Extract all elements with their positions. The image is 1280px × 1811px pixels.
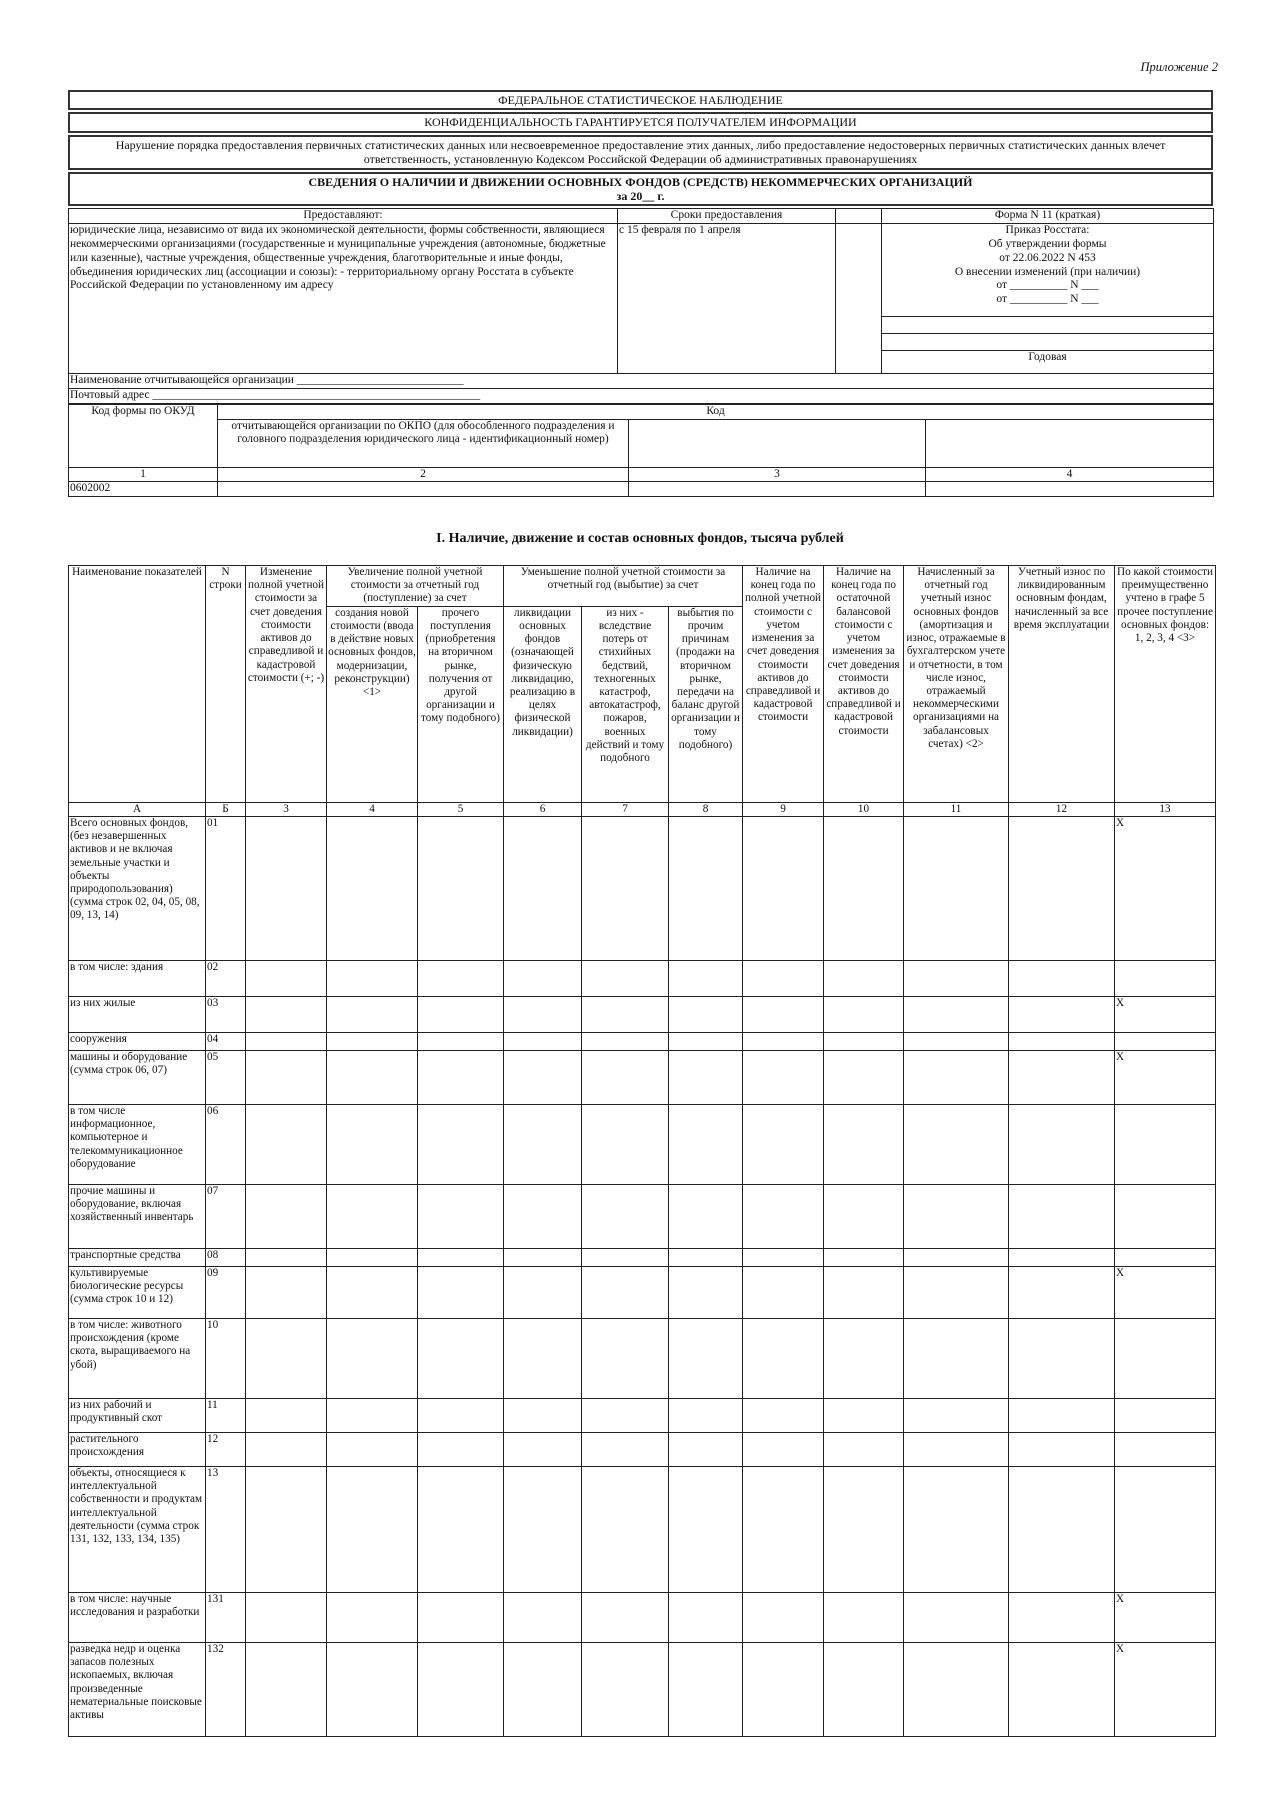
col-13-cell[interactable] [1115,1398,1216,1432]
value-cell-col-10[interactable] [824,1266,904,1318]
value-cell-col-8[interactable] [669,1592,743,1642]
col-header-decrease: Уменьшение полной учетной стоимости за отчетный год (выбытие) за счет [504,566,743,607]
table-row [69,1592,1216,1642]
column-number: 12 [1009,802,1115,816]
value-cell-col-9[interactable] [743,996,824,1032]
value-cell-col-12[interactable] [1009,1266,1115,1318]
value-cell-col-4[interactable] [327,1432,418,1466]
value-cell-col-5[interactable] [418,1050,504,1104]
value-cell-col-3[interactable] [246,1248,327,1266]
row-code: 10 [206,1318,246,1398]
value-cell-col-3[interactable] [246,960,327,996]
okpo-value[interactable] [218,482,629,497]
col-header-5: прочего поступления (приобретения на вторичном рынке, получения от другой организации и тому подобного) [418,606,504,802]
value-cell-col-5[interactable] [418,1592,504,1642]
col-header-11: Начисленный за отчетный год учетный износ основных фондов (амортизация и износ, отражаемые в бухгалтерском учете и отчетности, в том числе износ, отражаемый некоммерческими организациями на забалансовых счетах) <2> [904,566,1009,803]
value-cell-col-9[interactable] [743,1050,824,1104]
col-13-cell[interactable] [1115,1104,1216,1184]
value-cell-col-12[interactable] [1009,816,1115,960]
col-13-cell[interactable] [1115,1032,1216,1050]
value-cell-col-11[interactable] [904,1642,1009,1736]
appendix-label: Приложение 2 [1140,60,1218,74]
column-number: 5 [418,802,504,816]
row-label: из них жилые [69,996,206,1032]
value-cell-col-10[interactable] [824,1642,904,1736]
row-label: в том числе: здания [69,960,206,996]
col-header-row-n: N строки [206,566,246,803]
value-cell-col-7[interactable] [582,1032,669,1050]
value-cell-col-6[interactable] [504,1248,582,1266]
table-row [69,816,1216,960]
value-cell-col-3[interactable] [246,1642,327,1736]
value-cell-col-10[interactable] [824,1592,904,1642]
row-label: прочие машины и оборудование, включая хозяйственный инвентарь [69,1184,206,1248]
column-number: 8 [669,802,743,816]
row-code: 12 [206,1432,246,1466]
value-cell-col-4[interactable] [327,1104,418,1184]
col-header-10: Наличие на конец года по остаточной балансовой стоимости с учетом изменения за счет доведения стоимости активов до справедливой и кадастровой стоимости [824,566,904,803]
form-header [68,90,1213,497]
table-row [69,1050,1216,1104]
value-cell-col-9[interactable] [743,1398,824,1432]
org-name-field[interactable]: Наименование отчитывающейся организации _____________________________ [69,374,1214,389]
row-label: транспортные средства [69,1248,206,1266]
value-cell-col-9[interactable] [743,1248,824,1266]
periodicity: Годовая [1028,351,1067,364]
col-header-4: создания новой стоимости (ввода в действие новых основных фондов, модернизации, реконструкции) <1> [327,606,418,802]
value-cell-col-4[interactable] [327,1266,418,1318]
value-cell-col-10[interactable] [824,1050,904,1104]
col-header-increase: Увеличение полной учетной стоимости за отчетный год (поступление) за счет [327,566,504,607]
value-cell-col-4[interactable] [327,1050,418,1104]
terms-header: Сроки предоставления [618,209,836,224]
row-label: сооружения [69,1032,206,1050]
value-cell-col-8[interactable] [669,1318,743,1398]
value-cell-col-11[interactable] [904,1032,1009,1050]
code-cell-4[interactable] [926,419,1214,467]
table-row [69,1248,1216,1266]
row-code: 03 [206,996,246,1032]
value-cell-col-4[interactable] [327,960,418,996]
col-13-cell: X [1115,1050,1216,1104]
value-cell-col-6[interactable] [504,1104,582,1184]
col-13-cell: X [1115,816,1216,960]
value-cell-col-3[interactable] [246,1184,327,1248]
value-cell-col-7[interactable] [582,1592,669,1642]
value-cell-col-4[interactable] [327,1642,418,1736]
row-label: машины и оборудование (сумма строк 06, 07) [69,1050,206,1104]
column-number: 11 [904,802,1009,816]
code-value-3[interactable] [629,482,926,497]
row-label: в том числе: научные исследования и разработки [69,1592,206,1642]
value-cell-col-5[interactable] [418,1318,504,1398]
value-cell-col-5[interactable] [418,996,504,1032]
value-cell-col-12[interactable] [1009,1032,1115,1050]
value-cell-col-6[interactable] [504,1398,582,1432]
section-title: I. Наличие, движение и состав основных фондов, тысяча рублей [436,531,844,546]
col-13-cell[interactable] [1115,1432,1216,1466]
col-header-name: Наименование показателей [69,566,206,803]
value-cell-col-6[interactable] [504,996,582,1032]
value-cell-col-8[interactable] [669,1248,743,1266]
order-line: от __________ N ___ [996,279,1099,292]
form-year: за 20__ г. [616,188,665,203]
value-cell-col-7[interactable] [582,1266,669,1318]
value-cell-col-8[interactable] [669,960,743,996]
value-cell-col-11[interactable] [904,1266,1009,1318]
value-cell-col-11[interactable] [904,1248,1009,1266]
value-cell-col-9[interactable] [743,1592,824,1642]
form-number: Форма N 11 (краткая) [882,209,1214,224]
col-header-9: Наличие на конец года по полной учетной стоимости с учетом изменения за счет доведения стоимости активов до справедливой и кадастровой стоимости [743,566,824,803]
value-cell-col-6[interactable] [504,1592,582,1642]
value-cell-col-6[interactable] [504,1184,582,1248]
col-13-cell[interactable] [1115,1184,1216,1248]
code-col-number: 2 [218,467,629,482]
value-cell-col-5[interactable] [418,1184,504,1248]
row-code: 04 [206,1032,246,1050]
value-cell-col-8[interactable] [669,1184,743,1248]
value-cell-col-4[interactable] [327,816,418,960]
value-cell-col-5[interactable] [418,1432,504,1466]
code-cell-3[interactable] [629,419,926,467]
value-cell-col-8[interactable] [669,1050,743,1104]
value-cell-col-12[interactable] [1009,1104,1115,1184]
header-line-2: КОНФИДЕНЦИАЛЬНОСТЬ ГАРАНТИРУЕТСЯ ПОЛУЧАТЕЛЕМ ИНФОРМАЦИИ [68,112,1213,132]
value-cell-col-8[interactable] [669,1398,743,1432]
col-header-7: из них - вследствие потерь от стихийных бедствий, техногенных катастроф, автокатастроф, пожаров, военных действий и тому подобного [582,606,669,802]
col-13-cell[interactable] [1115,1318,1216,1398]
value-cell-col-11[interactable] [904,1318,1009,1398]
row-label: в том числе: животного происхождения (кроме скота, выращиваемого на убой) [69,1318,206,1398]
table-row [69,1104,1216,1184]
table-row [69,1032,1216,1050]
value-cell-col-9[interactable] [743,1032,824,1050]
table-row [69,1318,1216,1398]
value-cell-col-3[interactable] [246,1032,327,1050]
header-line-1: ФЕДЕРАЛЬНОЕ СТАТИСТИЧЕСКОЕ НАБЛЮДЕНИЕ [68,90,1213,110]
col-header-8: выбытия по прочим причинам (продажи на вторичном рынке, передачи на баланс другой организации и тому подобного) [669,606,743,802]
value-cell-col-8[interactable] [669,1104,743,1184]
col-13-cell: X [1115,1642,1216,1736]
column-number: А [69,802,206,816]
row-code: 131 [206,1592,246,1642]
value-cell-col-6[interactable] [504,1318,582,1398]
provider-table [68,208,1214,403]
value-cell-col-10[interactable] [824,1184,904,1248]
table-row [69,996,1216,1032]
value-cell-col-5[interactable] [418,960,504,996]
value-cell-col-7[interactable] [582,1318,669,1398]
row-code: 11 [206,1398,246,1432]
row-label: объекты, относящиеся к интеллектуальной собственности и продуктам интеллектуальной деятельности (сумма строк 131, 132, 133, 134, 135) [69,1466,206,1592]
value-cell-col-4[interactable] [327,996,418,1032]
okud-value: 0602002 [69,482,218,497]
code-col-number: 3 [629,467,926,482]
col-13-cell[interactable] [1115,1248,1216,1266]
row-code: 02 [206,960,246,996]
spacer-cell [836,209,882,224]
value-cell-col-3[interactable] [246,996,327,1032]
value-cell-col-10[interactable] [824,996,904,1032]
value-cell-col-3[interactable] [246,1432,327,1466]
value-cell-col-7[interactable] [582,1432,669,1466]
value-cell-col-3[interactable] [246,1050,327,1104]
order-line: О внесении изменений (при наличии) [954,265,1141,278]
col-header-6: ликвидации основных фондов (означающей физическую ликвидацию, реализацию в целях физической ликвидации) [504,606,582,802]
value-cell-col-5[interactable] [418,1248,504,1266]
okud-label: Код формы по ОКУД [69,404,218,467]
value-cell-col-10[interactable] [824,1104,904,1184]
order-line: от 22.06.2022 N 453 [999,251,1096,264]
value-cell-col-10[interactable] [824,1032,904,1050]
value-cell-col-10[interactable] [824,960,904,996]
code-col-number: 1 [69,467,218,482]
table-row [69,960,1216,996]
value-cell-col-5[interactable] [418,1642,504,1736]
value-cell-col-10[interactable] [824,1318,904,1398]
row-label: в том числе информационное, компьютерное и телекоммуникационное оборудование [69,1104,206,1184]
order-line: от __________ N ___ [996,293,1099,306]
value-cell-col-11[interactable] [904,1184,1009,1248]
col-header-13: По какой стоимости преимущественно учтено в графе 5 прочее поступление основных фондов: 1, 2, 3, 4 <3> [1115,566,1216,803]
table-row [69,1266,1216,1318]
column-number: Б [206,802,246,816]
value-cell-col-12[interactable] [1009,1050,1115,1104]
row-label: растительного происхождения [69,1432,206,1466]
value-cell-col-9[interactable] [743,1642,824,1736]
value-cell-col-5[interactable] [418,1466,504,1592]
value-cell-col-12[interactable] [1009,1184,1115,1248]
value-cell-col-3[interactable] [246,1398,327,1432]
header-warning: Нарушение порядка предоставления первичных статистических данных или несвоевременное предоставление этих данных, либо предоставление недостоверных первичных статистических данных влечет ответственность, установленную Кодексом Российской Федерации об административных правонарушениях [68,135,1213,170]
row-code: 08 [206,1248,246,1266]
form-title-box [68,172,1213,207]
provide-header: Предоставляют: [69,209,618,224]
row-label: Всего основных фондов, (без незавершенных активов и не включая земельные участки и объекты природопользования) (сумма строк 02, 04, 05, 08, 09, 13, 14) [69,816,206,960]
value-cell-col-12[interactable] [1009,1398,1115,1432]
value-cell-col-9[interactable] [743,1184,824,1248]
value-cell-col-11[interactable] [904,1104,1009,1184]
value-cell-col-6[interactable] [504,960,582,996]
value-cell-col-12[interactable] [1009,1642,1115,1736]
codes-table [68,404,1214,497]
code-label: Код [218,404,1214,419]
value-cell-col-11[interactable] [904,1398,1009,1432]
value-cell-col-9[interactable] [743,1266,824,1318]
value-cell-col-6[interactable] [504,1266,582,1318]
value-cell-col-6[interactable] [504,1050,582,1104]
value-cell-col-11[interactable] [904,960,1009,996]
fixed-assets-table [68,565,1216,1737]
value-cell-col-3[interactable] [246,1318,327,1398]
provide-text: юридические лица, независимо от вида их экономической деятельности, формы собственности, являющиеся некоммерческими организациями (государственные и муниципальные учреждения (автономные, бюджетные или казенные), частные учреждения, общественные учреждения, благотворительные и иные фонды, объединения юридических лиц (ассоциации и союзы): - территориальному органу Росстата в субъекте Российской Федерации по установленному им адресу [69,224,618,374]
column-number: 9 [743,802,824,816]
spacer-cell [836,224,882,374]
value-cell-col-4[interactable] [327,1032,418,1050]
row-code: 06 [206,1104,246,1184]
value-cell-col-6[interactable] [504,1432,582,1466]
value-cell-col-10[interactable] [824,1248,904,1266]
value-cell-col-11[interactable] [904,816,1009,960]
value-cell-col-12[interactable] [1009,960,1115,996]
row-label: из них рабочий и продуктивный скот [69,1398,206,1432]
value-cell-col-12[interactable] [1009,1432,1115,1466]
row-code: 05 [206,1050,246,1104]
value-cell-col-10[interactable] [824,816,904,960]
col-13-cell[interactable] [1115,1466,1216,1592]
value-cell-col-8[interactable] [669,996,743,1032]
value-cell-col-12[interactable] [1009,1318,1115,1398]
value-cell-col-3[interactable] [246,1104,327,1184]
column-number: 3 [246,802,327,816]
code-col-number: 4 [926,467,1214,482]
table-row [69,1184,1216,1248]
value-cell-col-6[interactable] [504,1466,582,1592]
value-cell-col-5[interactable] [418,816,504,960]
value-cell-col-7[interactable] [582,1398,669,1432]
col-13-cell[interactable] [1115,960,1216,996]
value-cell-col-5[interactable] [418,1266,504,1318]
value-cell-col-11[interactable] [904,1592,1009,1642]
value-cell-col-7[interactable] [582,1466,669,1592]
value-cell-col-6[interactable] [504,1642,582,1736]
value-cell-col-4[interactable] [327,1398,418,1432]
value-cell-col-4[interactable] [327,1592,418,1642]
form-title: СВЕДЕНИЯ О НАЛИЧИИ И ДВИЖЕНИИ ОСНОВНЫХ ФОНДОВ (СРЕДСТВ) НЕКОММЕРЧЕСКИХ ОРГАНИЗАЦИЙ [308,174,973,189]
value-cell-col-7[interactable] [582,1050,669,1104]
value-cell-col-11[interactable] [904,996,1009,1032]
value-cell-col-8[interactable] [669,816,743,960]
order-line: Приказ Росстата: [1005,224,1090,237]
row-label: разведка недр и оценка запасов полезных ископаемых, включая произведенные нематериальные поисковые активы [69,1642,206,1736]
value-cell-col-10[interactable] [824,1466,904,1592]
value-cell-col-9[interactable] [743,1318,824,1398]
value-cell-col-12[interactable] [1009,1592,1115,1642]
col-13-cell: X [1115,1592,1216,1642]
value-cell-col-7[interactable] [582,996,669,1032]
value-cell-col-12[interactable] [1009,996,1115,1032]
value-cell-col-8[interactable] [669,1642,743,1736]
value-cell-col-5[interactable] [418,1032,504,1050]
column-number: 10 [824,802,904,816]
value-cell-col-10[interactable] [824,1432,904,1466]
value-cell-col-7[interactable] [582,960,669,996]
value-cell-col-9[interactable] [743,1432,824,1466]
value-cell-col-9[interactable] [743,816,824,960]
column-number: 7 [582,802,669,816]
code-value-4[interactable] [926,482,1214,497]
value-cell-col-7[interactable] [582,1104,669,1184]
value-cell-col-8[interactable] [669,1432,743,1466]
value-cell-col-3[interactable] [246,1466,327,1592]
value-cell-col-3[interactable] [246,816,327,960]
row-code: 13 [206,1466,246,1592]
value-cell-col-5[interactable] [418,1104,504,1184]
table-row [69,1466,1216,1592]
value-cell-col-9[interactable] [743,960,824,996]
row-code: 132 [206,1642,246,1736]
value-cell-col-9[interactable] [743,1104,824,1184]
col-header-12: Учетный износ по ликвидированным основным фондам, начисленный за все время эксплуатации [1009,566,1115,803]
value-cell-col-4[interactable] [327,1466,418,1592]
value-cell-col-7[interactable] [582,1184,669,1248]
value-cell-col-7[interactable] [582,1642,669,1736]
column-number: 4 [327,802,418,816]
value-cell-col-12[interactable] [1009,1466,1115,1592]
col-13-cell: X [1115,996,1216,1032]
row-code: 07 [206,1184,246,1248]
value-cell-col-4[interactable] [327,1184,418,1248]
col-13-cell: X [1115,1266,1216,1318]
table-row [69,1432,1216,1466]
column-numbers-row [69,802,1216,816]
value-cell-col-6[interactable] [504,1032,582,1050]
value-cell-col-9[interactable] [743,1466,824,1592]
okpo-label: отчитывающейся организации по ОКПО (для обособленного подразделения и головного подразделения юридического лица - идентификационный номер) [218,419,629,467]
column-number: 13 [1115,802,1216,816]
value-cell-col-7[interactable] [582,1248,669,1266]
value-cell-col-10[interactable] [824,1398,904,1432]
value-cell-col-12[interactable] [1009,1248,1115,1266]
value-cell-col-4[interactable] [327,1248,418,1266]
value-cell-col-4[interactable] [327,1318,418,1398]
value-cell-col-8[interactable] [669,1266,743,1318]
value-cell-col-5[interactable] [418,1398,504,1432]
value-cell-col-11[interactable] [904,1466,1009,1592]
table-row [69,1398,1216,1432]
value-cell-col-7[interactable] [582,816,669,960]
row-label: культивируемые биологические ресурсы (сумма строк 10 и 12) [69,1266,206,1318]
row-code: 01 [206,816,246,960]
postal-address-field[interactable]: Почтовый адрес _________________________________________________________ [69,388,1214,403]
value-cell-col-8[interactable] [669,1466,743,1592]
col-header-3: Изменение полной учетной стоимости за счет доведения стоимости активов до справедливой и кадастровой стоимости (+; -) [246,566,327,803]
value-cell-col-3[interactable] [246,1266,327,1318]
order-cell [882,224,1214,374]
table-row [69,1642,1216,1736]
value-cell-col-11[interactable] [904,1432,1009,1466]
value-cell-col-8[interactable] [669,1032,743,1050]
terms-text: с 15 февраля по 1 апреля [618,224,836,374]
value-cell-col-11[interactable] [904,1050,1009,1104]
row-code: 09 [206,1266,246,1318]
value-cell-col-3[interactable] [246,1592,327,1642]
value-cell-col-6[interactable] [504,816,582,960]
column-number: 6 [504,802,582,816]
order-line: Об утверждении формы [988,237,1107,250]
